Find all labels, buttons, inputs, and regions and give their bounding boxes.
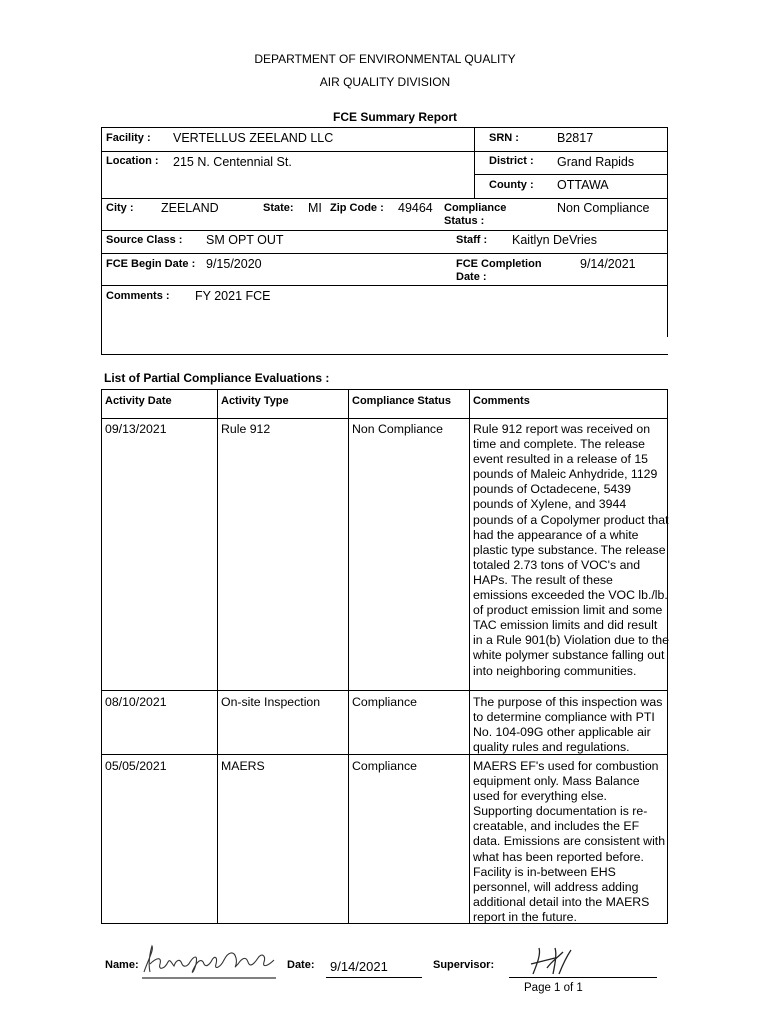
pce-list-title: List of Partial Compliance Evaluations : xyxy=(104,371,330,385)
pce-table-header-divider xyxy=(101,418,668,419)
location-value: 215 N. Centennial St. xyxy=(173,155,292,169)
divider-county xyxy=(101,198,668,199)
zip-value: 49464 xyxy=(398,201,433,215)
srn-label: SRN : xyxy=(489,132,519,144)
row2-date: 08/10/2021 xyxy=(105,695,167,709)
county-value: OTTAWA xyxy=(557,178,609,192)
fce-completion-value: 9/14/2021 xyxy=(580,257,636,271)
source-class-label: Source Class : xyxy=(106,234,183,246)
source-class-value: SM OPT OUT xyxy=(206,233,284,247)
row3-comments: MAERS EF's used for combustion equipment only. Mass Balance used for everything else. Supporting documentation is re-creatable, and includes the EF data. Emissions are consistent with what has been reported before. Facility is in-between EHS personnel, will address adding additional detail into the MAERS report in the future. xyxy=(473,759,666,924)
pce-row-divider-1 xyxy=(101,690,668,691)
page-number: Page 1 of 1 xyxy=(524,982,583,994)
row3-type: MAERS xyxy=(221,759,265,773)
row3-date: 05/05/2021 xyxy=(105,759,167,773)
supervisor-label: Supervisor: xyxy=(433,959,495,971)
pce-table-top-border xyxy=(101,389,668,390)
county-label: County : xyxy=(489,179,534,191)
fce-begin-value: 9/15/2020 xyxy=(206,257,262,271)
district-label: District : xyxy=(489,155,534,167)
divider-district xyxy=(474,174,668,175)
date-value: 9/14/2021 xyxy=(330,959,388,974)
division-title: AIR QUALITY DIVISION xyxy=(319,75,451,89)
facility-value: VERTELLUS ZEELAND LLC xyxy=(173,131,334,145)
zip-label: Zip Code : xyxy=(330,202,384,214)
fce-begin-label: FCE Begin Date : xyxy=(106,258,196,270)
comments-value: FY 2021 FCE xyxy=(195,289,271,303)
compliance-label-line1: Compliance xyxy=(444,202,507,214)
row3-status: Compliance xyxy=(352,759,417,773)
col-header-comments: Comments xyxy=(473,395,530,407)
fce-completion-label-line1: FCE Completion xyxy=(456,258,542,270)
comments-label: Comments : xyxy=(106,290,170,302)
col-header-activity-date: Activity Date xyxy=(105,395,172,407)
divider-city xyxy=(101,230,668,231)
box-left-border xyxy=(101,127,102,355)
col-header-activity-type: Activity Type xyxy=(221,395,289,407)
city-label: City : xyxy=(106,202,134,214)
state-value: MI xyxy=(308,201,322,215)
district-value: Grand Rapids xyxy=(557,155,635,169)
supervisor-underline xyxy=(509,977,657,978)
divider-srn-vertical xyxy=(474,127,475,199)
box-right-border xyxy=(667,127,668,337)
pce-col-divider-3 xyxy=(469,389,470,924)
supervisor-signature xyxy=(525,944,585,978)
department-title: DEPARTMENT OF ENVIRONMENTAL QUALITY xyxy=(254,52,516,66)
compliance-label-line2: Status : xyxy=(444,215,485,227)
row2-status: Compliance xyxy=(352,695,417,709)
compliance-status-value: Non Compliance xyxy=(557,201,650,215)
divider-facility xyxy=(101,151,668,152)
pce-col-divider-1 xyxy=(217,389,218,924)
fce-completion-label-line2: Date : xyxy=(456,271,487,283)
row1-comments: Rule 912 report was received on time and complete. The release event resulted in a release of 15 pounds of Maleic Anhydride, 1129 pounds of Octadecene, 5439 pounds of Xylene, and 3944 pounds of a Copolymer product that had the appearance of a white plastic type substance. The release totaled 2.73 tons of VOC's and HAPs. The result of these emissions exceeded the VOC lb./lb. of product emission limit and some TAC emission limits and did result in a Rule 901(b) Violation due to the white polymer substance falling out into neighboring communities. xyxy=(473,422,669,678)
row2-comments: The purpose of this inspection was to determine compliance with PTI No. 104-09G other applicable air quality rules and regulations. xyxy=(473,695,663,755)
name-signature xyxy=(140,942,280,980)
col-header-compliance-status: Compliance Status xyxy=(352,395,452,407)
divider-begin-date xyxy=(101,285,668,286)
facility-label: Facility : xyxy=(106,132,151,144)
name-label: Name: xyxy=(105,959,139,971)
row1-status: Non Compliance xyxy=(352,422,443,436)
report-title: FCE Summary Report xyxy=(333,110,458,124)
row1-type: Rule 912 xyxy=(221,422,271,436)
row1-date: 09/13/2021 xyxy=(105,422,167,436)
location-label: Location : xyxy=(106,155,159,167)
date-underline xyxy=(326,977,422,978)
date-label: Date: xyxy=(287,959,315,971)
pce-table-left-border xyxy=(101,389,102,924)
box-bottom-border xyxy=(101,354,668,355)
city-value: ZEELAND xyxy=(161,201,219,215)
box-top-border xyxy=(101,127,668,128)
srn-value: B2817 xyxy=(557,131,594,145)
pce-col-divider-2 xyxy=(348,389,349,924)
staff-label: Staff : xyxy=(456,234,488,246)
row2-type: On-site Inspection xyxy=(221,695,321,709)
staff-value: Kaitlyn DeVries xyxy=(512,233,597,247)
state-label: State: xyxy=(263,202,294,214)
divider-source xyxy=(101,253,668,254)
